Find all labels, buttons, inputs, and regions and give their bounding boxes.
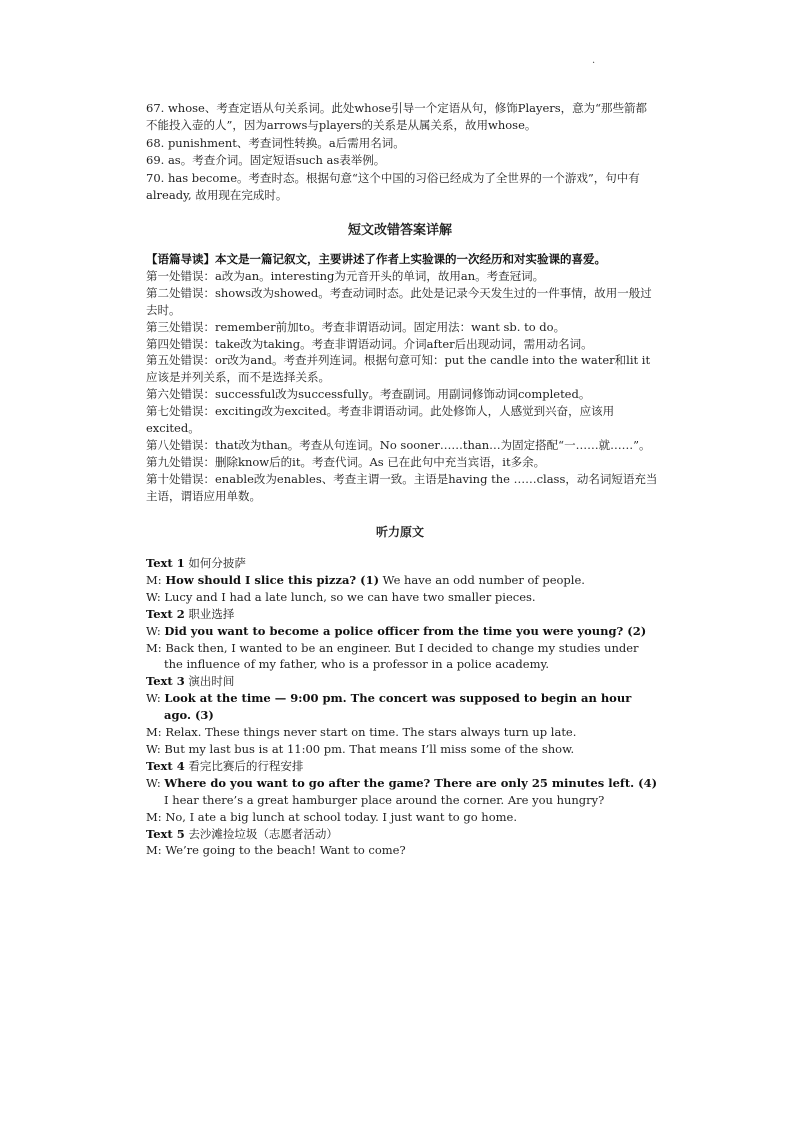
guide-text: 本文是一篇记叙文，主要讲述了作者上实验课的一次经历和对实验课的喜爱。 [215,252,606,266]
correction-2: 第二处错误：shows改为showed。考查动词时态。此处是记录今天发生过的一件事情，故用一般过去时。 [146,285,652,317]
dialogue-line: M: No, I ate a big lunch at school today. I just want to go home. [146,809,517,824]
correction-4: 第四处错误：take改为taking。考查非谓语动词。介词after后出现动词，需用动名词。 [146,336,593,351]
dialogue-line: M: We’re going to the beach! Want to come? [146,843,406,858]
dialogue-line: M: Relax. These things never start on time. The stars always turn up late. [146,725,577,740]
answer-explanations [146,100,656,204]
correction-10: 第十处错误：enable改为enables、考查主谓一致。主语是having the ……class，动名词短语充当主语，谓语应用单数。 [146,471,658,503]
answer-69: 69. as。考查介词。固定短语such as表举例。 [146,153,386,168]
text-heading: Text 5 去沙滩捡垃圾（志愿者活动） [146,826,338,841]
correction-9: 第九处错误：删除know后的it。考查代词。As 已在此句中充当宾语，it多余。 [146,454,546,469]
correction-8: 第八处错误：that改为than。考查从句连词。No sooner……than…为固定搭配“一……就……”。 [146,437,651,452]
passage-guide [146,251,658,268]
correction-6: 第六处错误：successful改为successfully。考查副词。用副词修饰动词completed。 [146,387,591,402]
listening-transcript [146,555,658,859]
correction-1: 第一处错误：a改为an。interesting为元音开头的单词，故用an。考查冠词。 [146,268,545,283]
answer-67: 67. whose、考查定语从句关系词。此处whose引导一个定语从句，修饰Players，意为“那些箭都不能投入壶的人”，因为arrows与players的关系是从属关系，故用whose。 [146,101,648,133]
guide-label: 【语篇导读】 [146,252,215,266]
text-heading: Text 3 演出时间 [146,674,235,689]
dialogue-line: W: Lucy and I had a late lunch, so we can have two smaller pieces. [146,589,536,604]
corner-mark: · [592,58,596,69]
dialogue-line: W: But my last bus is at 11:00 pm. That means I’ll miss some of the show. [146,741,575,756]
text-heading: Text 2 职业选择 [146,606,235,621]
dialogue-line: W: Look at the time — 9:00 pm. The concert was supposed to begin an hour ago. (3) [146,691,632,723]
dialogue-line: M: How should I slice this pizza? (1) We have an odd number of people. [146,572,585,587]
correction-5: 第五处错误：or改为and。考查并列连词。根据句意可知：put the candle into the water和lit it应该是并列关系，而不是选择关系。 [146,353,651,385]
text-heading: Text 4 看完比赛后的行程安排 [146,758,304,773]
section-title-listening: 听力原文 [375,525,424,539]
correction-3: 第三处错误：remember前加to。考查非谓语动词。固定用法：want sb. to do。 [146,319,566,334]
corrections-section [146,251,658,505]
answer-68: 68. punishment、考查词性转换。a后需用名词。 [146,135,405,150]
dialogue-line: W: Did you want to become a police officer from the time you were young? (2) [146,623,647,638]
dialogue-line: M: Back then, I wanted to be an engineer. But I decided to change my studies under the influence of my father, who is a professor in a police academy. [146,640,639,672]
text-heading: Text 1 如何分披萨 [146,556,246,570]
correction-7: 第七处错误：exciting改为excited。考查非谓语动词。此处修饰人，人感觉到兴奋，应该用excited。 [146,404,615,436]
answer-70: 70. has become。考查时态。根据句意“这个中国的习俗已经成为了全世界的一个游戏”，句中有already, 故用现在完成时。 [146,170,640,203]
dialogue-line: W: Where do you want to go after the game? There are only 25 minutes left. (4) I hear there’s a great hamburger place around the corner. Are you hungry? [146,775,658,807]
section-title-corrections: 短文改错答案详解 [347,223,452,238]
